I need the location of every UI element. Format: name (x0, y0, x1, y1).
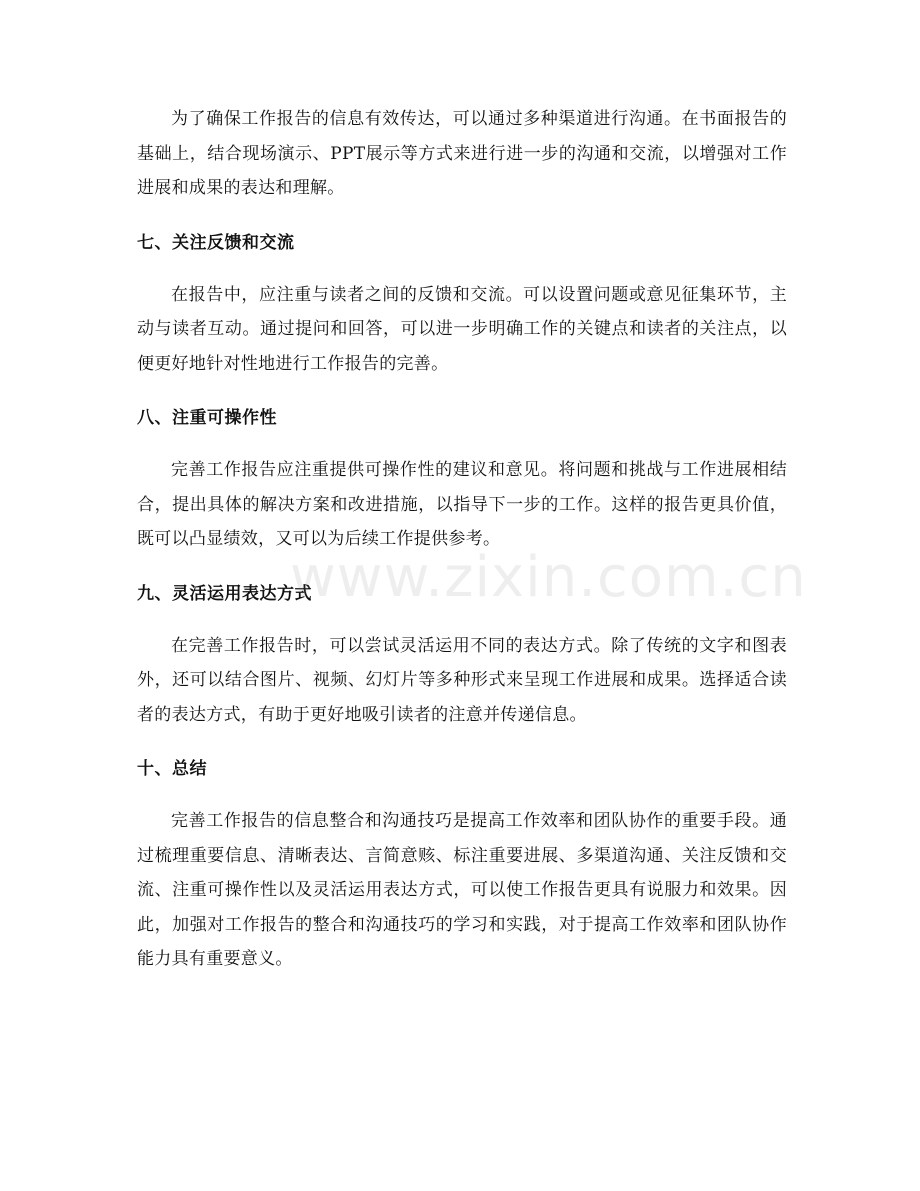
section-heading-8: 八、注重可操作性 (137, 408, 277, 428)
watermark: www.zixin.com.cn (290, 545, 807, 610)
intro-paragraph: 为了确保工作报告的信息有效传达，可以通过多种渠道进行沟通。在书面报告的基础上，结合现场演示、PPT展示等方式来进行进一步的沟通和交流，以增强对工作进展和成果的表达和理解。 (137, 109, 787, 198)
section-paragraph-9: 在完善工作报告时，可以尝试灵活运用不同的表达方式。除了传统的文字和图表外，还可以结合图片、视频、幻灯片等多种形式来呈现工作进展和成果。选择适合读者的表达方式，有助于更好地吸引读者的注意并传递信息。 (137, 635, 787, 725)
document-body (137, 102, 787, 977)
section-heading-9: 九、灵活运用表达方式 (137, 583, 312, 604)
section-paragraph-10: 完善工作报告的信息整合和沟通技巧是提高工作效率和团队协作的重要手段。通过梳理重要信息、清晰表达、言简意赅、标注重要进展、多渠道沟通、关注反馈和交流、注重可操作性以及灵活运用表达方式，可以使工作报告更具有说服力和效果。因此，加强对工作报告的整合和沟通技巧的学习和实践，对于提高工作效率和团队协作能力具有重要意义。 (137, 811, 787, 969)
section-heading-10: 十、总结 (137, 759, 207, 779)
section-heading-7: 七、关注反馈和交流 (137, 232, 295, 253)
section-paragraph-8: 完善工作报告应注重提供可操作性的建议和意见。将问题和挑战与工作进展相结合，提出具体的解决方案和改进措施，以指导下一步的工作。这样的报告更具价值，既可以凸显绩效，又可以为后续工作提供参考。 (137, 460, 787, 549)
section-paragraph-7: 在报告中，应注重与读者之间的反馈和交流。可以设置问题或意见征集环节，主动与读者互动。通过提问和回答，可以进一步明确工作的关键点和读者的关注点，以便更好地针对性地进行工作报告的完善。 (137, 284, 787, 374)
